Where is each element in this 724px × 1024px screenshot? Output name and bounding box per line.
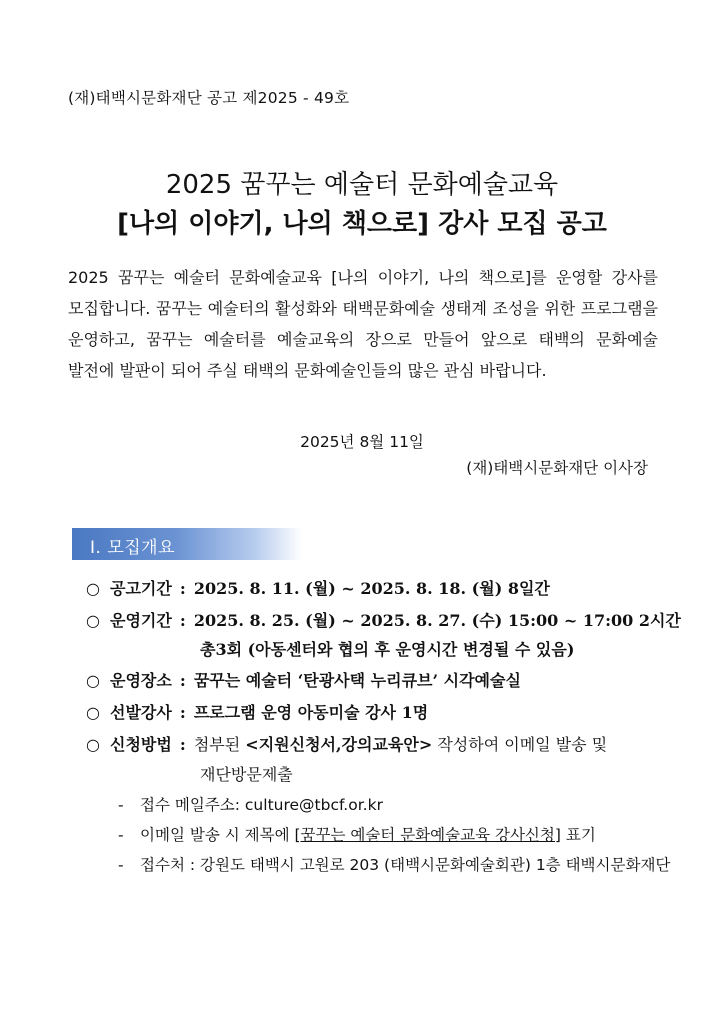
- intro-paragraph: 2025 꿈꾸는 예술터 문화예술교육 [나의 이야기, 나의 책으로]를 운영할 강사를 모집합니다. 꿈꾸는 예술터의 활성화와 태백문화예술 생태계 조성을 위한 프로그램을 운영하고, 꿈꾸는 예술터를 예술교육의 장으로 만들어 앞으로 태백의 문화예술 발전에 발판이 되어 주실 태백의 문화예술인들의 많은 관심 바랍니다.: [68, 268, 658, 380]
- section-title: Ⅰ. 모집개요: [90, 538, 176, 558]
- list-item-instructor: [86, 700, 428, 723]
- item-label: 선발강사: [110, 703, 172, 722]
- bullet-circle-icon: ○: [86, 703, 100, 722]
- sub-item-text-pre: 이메일 발송 시 제목에: [140, 826, 295, 844]
- title-line-1: 2025 꿈꾸는 예술터 문화예술교육: [165, 170, 559, 200]
- sub-item-text: 접수처 : 강원도 태백시 고원로 203 (태백시문화예술회관) 1층 태백시문화재단: [140, 856, 671, 874]
- sub-item-email: [118, 793, 383, 815]
- bullet-circle-icon: ○: [86, 611, 100, 630]
- sub-item-address: [118, 853, 670, 875]
- sub-item-subject: [118, 823, 596, 845]
- list-item-period: [86, 576, 550, 599]
- sub-item-text-underlined: [꿈꾸는 예술터 문화예술교육 강사신청]: [294, 826, 561, 844]
- item-label: 운영기간: [110, 611, 172, 630]
- dash-icon: -: [118, 826, 124, 844]
- sub-item-text: 접수 메일주소: culture@tbcf.or.kr: [140, 796, 383, 814]
- item-label: 신청방법: [110, 735, 172, 754]
- item-value-continued: 총3회 (아동센터와 협의 후 운영시간 변경될 수 있음): [200, 640, 575, 659]
- item-value: 2025. 8. 11. (월) ~ 2025. 8. 18. (월) 8일간: [193, 579, 550, 598]
- item-label: 공고기간: [110, 579, 172, 598]
- item-value-bold: <지원신청서,강의교육안>: [245, 735, 433, 754]
- item-separator: :: [179, 611, 186, 630]
- notice-number: (재)태백시문화재단 공고 제2025 - 49호: [68, 89, 350, 107]
- item-separator: :: [179, 735, 186, 754]
- item-value: 프로그램 운영 아동미술 강사 1명: [193, 703, 429, 722]
- bullet-circle-icon: ○: [86, 579, 100, 598]
- bullet-circle-icon: ○: [86, 671, 100, 690]
- item-separator: :: [179, 579, 186, 598]
- item-value: 2025. 8. 25. (월) ~ 2025. 8. 27. (수) 15:00 ~ 17:00 2시간: [193, 611, 681, 630]
- sub-item-text-post: 표기: [560, 826, 596, 844]
- title-line-2: [나의 이야기, 나의 책으로] 강사 모집 공고: [117, 209, 607, 239]
- dash-icon: -: [118, 796, 124, 814]
- item-value-pre: 첨부된: [193, 735, 246, 754]
- list-item-operation-period: [86, 608, 681, 631]
- notice-date: 2025년 8월 11일: [300, 433, 424, 451]
- list-item-application: [86, 732, 607, 755]
- item-separator: :: [179, 703, 186, 722]
- bullet-circle-icon: ○: [86, 735, 100, 754]
- dash-icon: -: [118, 856, 124, 874]
- item-label: 운영장소: [110, 671, 172, 690]
- list-item-venue: [86, 668, 521, 691]
- item-value-continued: 재단방문제출: [200, 765, 293, 784]
- signer-name: (재)태백시문화재단 이사장: [466, 459, 648, 477]
- item-value: 꿈꾸는 예술터 ‘탄광사택 누리큐브’ 시각예술실: [193, 671, 521, 690]
- item-value-post: 작성하여 이메일 발송 및: [432, 735, 608, 754]
- item-separator: :: [179, 671, 186, 690]
